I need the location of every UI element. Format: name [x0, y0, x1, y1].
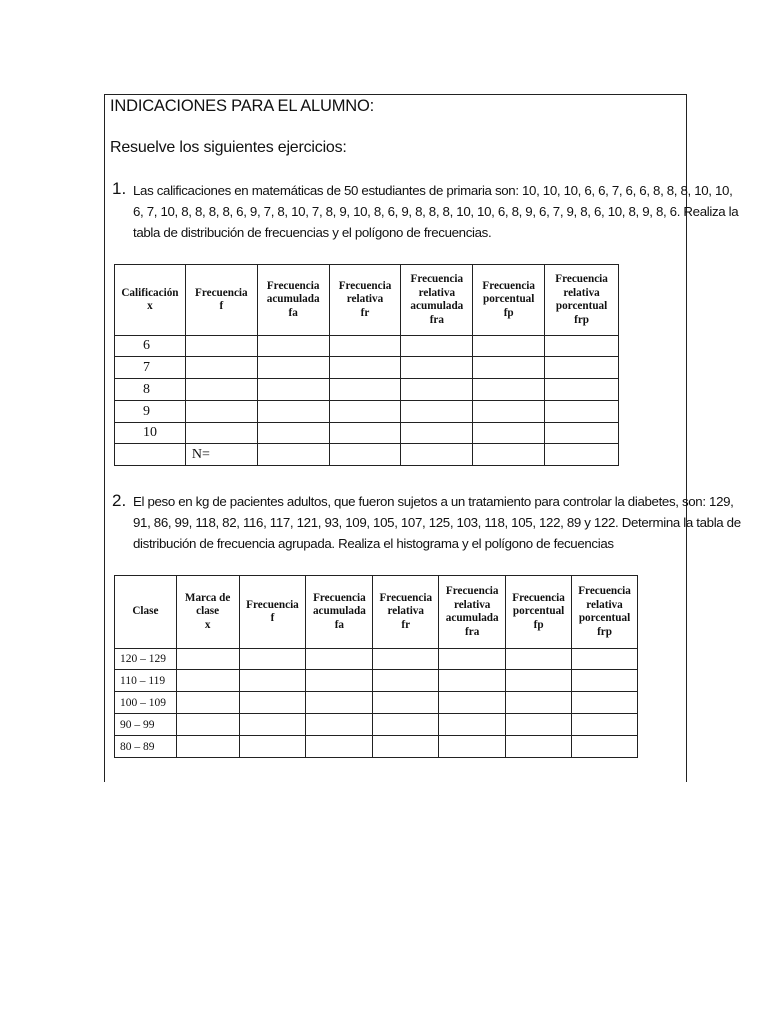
- blank-cell[interactable]: [545, 423, 619, 444]
- header-frecuencia-acumulada: Frecuencia acumulada fa: [257, 265, 329, 336]
- blank-cell[interactable]: [473, 444, 545, 466]
- blank-cell[interactable]: [306, 670, 373, 692]
- header-frecuencia-relativa-porcentual: Frecuencia relativa porcentual frp: [545, 265, 619, 336]
- table-row: [115, 336, 619, 357]
- frequency-table-1: [114, 264, 619, 466]
- header-frecuencia-relativa-acumulada: Frecuencia relativa acumulada fra: [439, 576, 506, 649]
- blank-cell[interactable]: [176, 736, 239, 758]
- blank-cell[interactable]: [545, 401, 619, 423]
- blank-cell[interactable]: [185, 357, 257, 379]
- row-value: 9: [115, 401, 186, 423]
- table-row: [115, 357, 619, 379]
- exercise-2-line: 91, 86, 99, 118, 82, 116, 117, 121, 93, 109, 105, 107, 125, 103, 118, 105, 122, 89 y 122. Determina la tabla de: [133, 515, 741, 530]
- table-row: [115, 714, 638, 736]
- blank-cell[interactable]: [401, 444, 473, 466]
- header-frecuencia: Frecuencia f: [239, 576, 306, 649]
- blank-cell[interactable]: [185, 423, 257, 444]
- blank-cell[interactable]: [506, 692, 572, 714]
- blank-cell[interactable]: [185, 336, 257, 357]
- blank-cell[interactable]: [373, 714, 439, 736]
- blank-cell[interactable]: [506, 670, 572, 692]
- blank-cell[interactable]: [329, 379, 401, 401]
- blank-cell[interactable]: [439, 714, 506, 736]
- blank-cell[interactable]: [473, 357, 545, 379]
- blank-cell[interactable]: [439, 736, 506, 758]
- exercises-subtitle: Resuelve los siguientes ejercicios:: [110, 139, 347, 156]
- header-frecuencia: Frecuencia f: [185, 265, 257, 336]
- exercise-1-number: 1.: [112, 179, 127, 198]
- blank-cell[interactable]: [572, 670, 638, 692]
- blank-cell[interactable]: [329, 423, 401, 444]
- table-row: [115, 670, 638, 692]
- header-frecuencia-porcentual: Frecuencia porcentual fp: [473, 265, 545, 336]
- header-frecuencia-relativa: Frecuencia relativa fr: [329, 265, 401, 336]
- exercise-1-text: [133, 180, 739, 243]
- exercise-2-text: [133, 491, 741, 554]
- row-value: 8: [115, 379, 186, 401]
- blank-cell[interactable]: [401, 336, 473, 357]
- blank-cell[interactable]: [176, 670, 239, 692]
- blank-cell[interactable]: [239, 736, 306, 758]
- blank-cell[interactable]: [329, 444, 401, 466]
- total-n-label: N=: [185, 444, 257, 466]
- table-row: [115, 401, 619, 423]
- table-row: [115, 379, 619, 401]
- blank-cell[interactable]: [257, 357, 329, 379]
- header-frecuencia-acumulada: Frecuencia acumulada fa: [306, 576, 373, 649]
- table-header-row: [115, 265, 619, 336]
- blank-cell[interactable]: [115, 444, 186, 466]
- blank-cell[interactable]: [329, 357, 401, 379]
- blank-cell[interactable]: [506, 714, 572, 736]
- exercise-1-line: tabla de distribución de frecuencias y el polígono de frecuencias.: [133, 225, 492, 240]
- exercise-1-line: Las calificaciones en matemáticas de 50 estudiantes de primaria son: 10, 10, 10, 6, 6, 7, 6, 6, 8, 8, 8, 10, 10,: [133, 183, 733, 198]
- row-value: 6: [115, 336, 186, 357]
- blank-cell[interactable]: [239, 670, 306, 692]
- exercise-2-line: El peso en kg de pacientes adultos, que fueron sujetos a un tratamiento para controlar la diabetes, son: 129,: [133, 494, 734, 509]
- blank-cell[interactable]: [473, 423, 545, 444]
- blank-cell[interactable]: [572, 736, 638, 758]
- blank-cell[interactable]: [306, 714, 373, 736]
- blank-cell[interactable]: [439, 692, 506, 714]
- blank-cell[interactable]: [373, 692, 439, 714]
- blank-cell[interactable]: [329, 336, 401, 357]
- class-interval: 80 – 89: [115, 736, 177, 758]
- blank-cell[interactable]: [572, 649, 638, 670]
- blank-cell[interactable]: [257, 423, 329, 444]
- row-value: 10: [115, 423, 186, 444]
- table-header-row: [115, 576, 638, 649]
- class-interval: 100 – 109: [115, 692, 177, 714]
- class-interval: 110 – 119: [115, 670, 177, 692]
- blank-cell[interactable]: [473, 401, 545, 423]
- blank-cell[interactable]: [473, 336, 545, 357]
- blank-cell[interactable]: [373, 649, 439, 670]
- blank-cell[interactable]: [572, 714, 638, 736]
- blank-cell[interactable]: [239, 714, 306, 736]
- blank-cell[interactable]: [401, 423, 473, 444]
- table-row: [115, 692, 638, 714]
- blank-cell[interactable]: [306, 692, 373, 714]
- table-row: [115, 649, 638, 670]
- header-frecuencia-relativa-porcentual: Frecuencia relativa porcentual frp: [572, 576, 638, 649]
- blank-cell[interactable]: [545, 444, 619, 466]
- header-frecuencia-relativa: Frecuencia relativa fr: [373, 576, 439, 649]
- blank-cell[interactable]: [401, 401, 473, 423]
- instructions-heading: INDICACIONES PARA EL ALUMNO:: [110, 97, 374, 115]
- table-row: [115, 736, 638, 758]
- class-interval: 90 – 99: [115, 714, 177, 736]
- blank-cell[interactable]: [473, 379, 545, 401]
- header-frecuencia-porcentual: Frecuencia porcentual fp: [506, 576, 572, 649]
- blank-cell[interactable]: [545, 357, 619, 379]
- blank-cell[interactable]: [329, 401, 401, 423]
- blank-cell[interactable]: [257, 444, 329, 466]
- blank-cell[interactable]: [506, 736, 572, 758]
- blank-cell[interactable]: [185, 379, 257, 401]
- blank-cell[interactable]: [545, 336, 619, 357]
- blank-cell[interactable]: [306, 649, 373, 670]
- exercise-1-line: 6, 7, 10, 8, 8, 8, 8, 6, 9, 7, 8, 10, 7, 8, 9, 10, 8, 6, 9, 8, 8, 8, 10, 10, 6, 8, 9, 6, 7, 9, 8, 6, 10, 8, 9, 8, 6. Realiza la: [133, 204, 739, 219]
- blank-cell[interactable]: [306, 736, 373, 758]
- blank-cell[interactable]: [257, 401, 329, 423]
- blank-cell[interactable]: [239, 692, 306, 714]
- blank-cell[interactable]: [572, 692, 638, 714]
- blank-cell[interactable]: [176, 692, 239, 714]
- blank-cell[interactable]: [439, 649, 506, 670]
- blank-cell[interactable]: [257, 336, 329, 357]
- exercise-2-line: distribución de frecuencia agrupada. Realiza el histograma y el polígono de fecuencias: [133, 536, 614, 551]
- frequency-table-2: [114, 575, 638, 758]
- row-value: 7: [115, 357, 186, 379]
- blank-cell[interactable]: [239, 649, 306, 670]
- blank-cell[interactable]: [545, 379, 619, 401]
- blank-cell[interactable]: [401, 379, 473, 401]
- header-frecuencia-relativa-acumulada: Frecuencia relativa acumulada fra: [401, 265, 473, 336]
- blank-cell[interactable]: [506, 649, 572, 670]
- header-marca-de-clase: Marca de clase x: [176, 576, 239, 649]
- header-calificacion: Calificación x: [115, 265, 186, 336]
- blank-cell[interactable]: [439, 670, 506, 692]
- class-interval: 120 – 129: [115, 649, 177, 670]
- table-row: [115, 423, 619, 444]
- blank-cell[interactable]: [257, 379, 329, 401]
- blank-cell[interactable]: [176, 714, 239, 736]
- exercise-2-number: 2.: [112, 491, 127, 510]
- blank-cell[interactable]: [185, 401, 257, 423]
- blank-cell[interactable]: [373, 670, 439, 692]
- header-clase: Clase: [115, 576, 177, 649]
- blank-cell[interactable]: [401, 357, 473, 379]
- blank-cell[interactable]: [176, 649, 239, 670]
- blank-cell[interactable]: [373, 736, 439, 758]
- table-total-row: [115, 444, 619, 466]
